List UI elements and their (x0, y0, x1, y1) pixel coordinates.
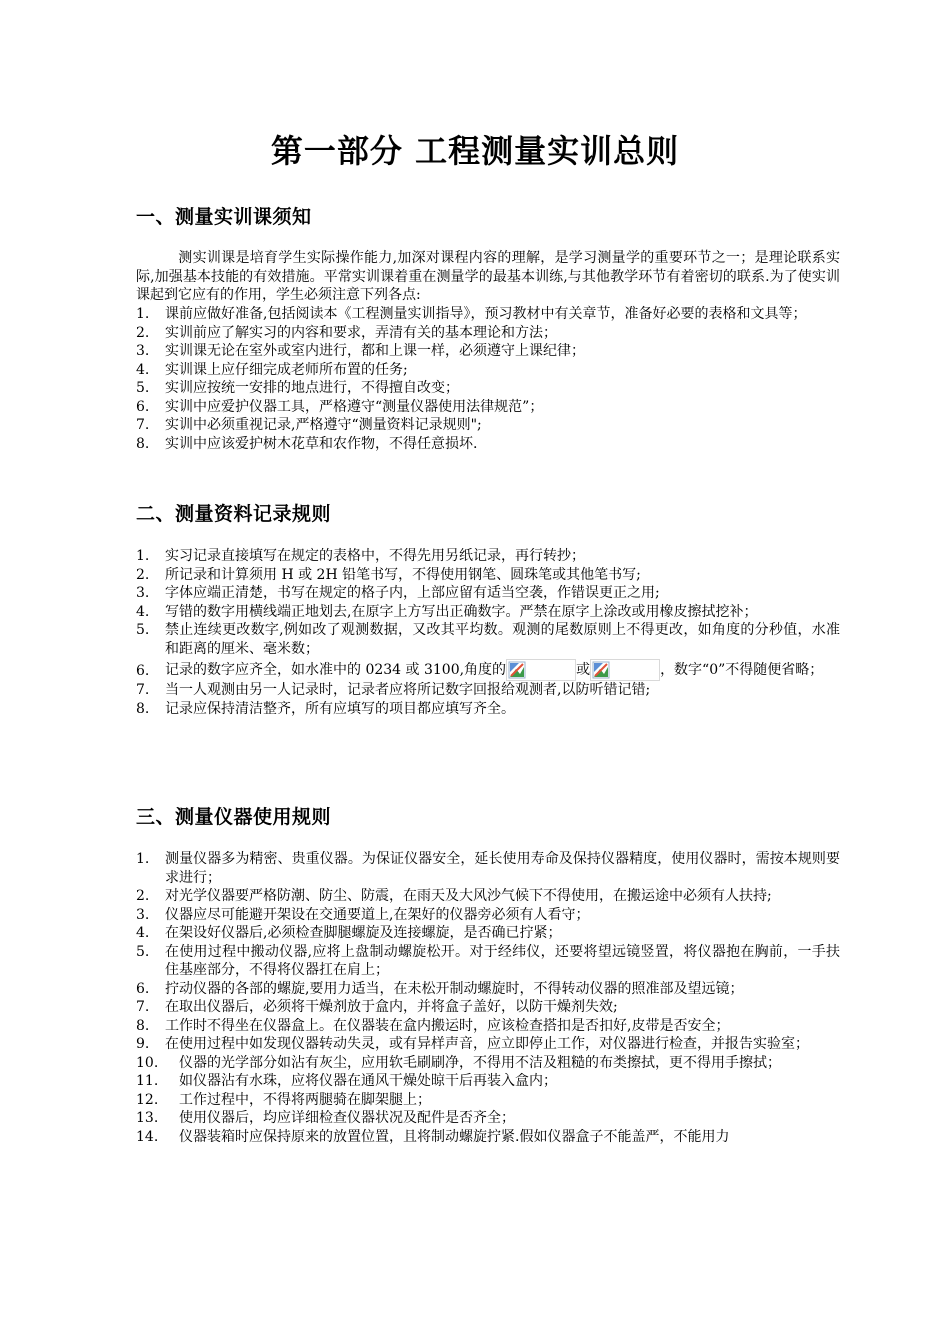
list-item (136, 416, 840, 435)
item-text: 实训中必须重视记录,严格遵守“测量资料记录规则"; (165, 417, 482, 433)
list-item (136, 924, 840, 943)
item-text: 工作时不得坐在仪器盒上。在仪器装在盒内搬运时，应该检查搭扣是否扣好,皮带是否安全； (165, 1017, 730, 1034)
item-text: 对光学仪器要严格防潮、防尘、防震，在雨天及大风沙气候下不得使用，在搬运途中必须有人扶持; (165, 888, 772, 904)
list-item (136, 305, 840, 324)
item-text: 实训课上应仔细完成老师所布置的任务; (165, 361, 408, 378)
item-text: 记录的数字应齐全，如水准中的 0234 或 3100,角度的 (165, 662, 507, 678)
list-item (136, 700, 840, 719)
item-text: 使用仪器后，均应详细检查仪器状况及配件是否齐全； (179, 1110, 515, 1126)
list-item (136, 342, 840, 361)
list-item (136, 324, 840, 343)
section1-intro (136, 249, 840, 305)
item-text: 仪器的光学部分如沾有灰尘，应用软毛刷刷净，不得用不洁及粗糙的布类擦拭，更不得用手擦拭； (179, 1054, 781, 1071)
item-text: 在使用过程中搬动仪器,应将上盘制动螺旋松开。对于经纬仪，还要将望远镜竖置，将仪器抱在胸前，一手扶住基座部分，不得将仪器扛在肩上； (165, 943, 840, 978)
item-text: 禁止连续更改数字,例如改了观测数据，又改其平均数。观测的尾数原则上不得更改，如角度的分秒值，水准和距离的厘米、毫米数； (165, 622, 840, 657)
item-text: 当一人观测由另一人记录时，记录者应将所记数字回报给观测者,以防听错记错; (165, 682, 651, 698)
item-number: 5. (136, 380, 150, 396)
item-number: 1. (136, 548, 150, 564)
item-text: 工作过程中，不得将两腿骑在脚架腿上； (179, 1091, 431, 1108)
item-text: 仪器应尽可能避开架设在交通要道上,在架好的仪器旁必须有人看守； (165, 906, 590, 923)
item-text: 课前应做好准备,包括阅读本《工程测量实训指导》，预习教材中有关章节，准备好必要的表格和文具等； (165, 306, 807, 322)
list-item (136, 1091, 840, 1110)
list-item (136, 943, 840, 980)
item-text: 在取出仪器后，必须将干燥剂放于盒内，并将盒子盖好，以防干燥剂失效; (165, 999, 618, 1015)
item-number: 7. (136, 682, 150, 698)
list-item (136, 1109, 840, 1128)
item-number: 2. (136, 888, 150, 904)
item-number: 11. (136, 1073, 159, 1089)
list-item (136, 998, 840, 1017)
item-number: 6. (136, 663, 150, 679)
section1-intro-text: 测实训课是培育学生实际操作能力,加深对课程内容的理解，是学习测量学的重要环节之一；是理论联系实际,加强基本技能的有效措施。平常实训课着重在测量学的最基本训练,与其他教学环节有着密切的联系.为了使实训课起到它应有的作用，学生必须注意下列各点: (136, 250, 840, 303)
item-text: 实训课无论在室外或室内进行，都和上课一样，必须遵守上课纪律； (165, 343, 585, 359)
item-text: 如仪器沾有水珠，应将仪器在通风干燥处晾干后再装入盒内； (179, 1073, 557, 1089)
item-number: 7. (136, 417, 150, 433)
item-text: 所记录和计算须用 H 或 2H 铅笔书写，不得使用钢笔、圆珠笔或其他笔书写; (165, 566, 641, 583)
list-item (136, 435, 840, 454)
item-number: 12. (136, 1091, 159, 1108)
item-text: 在使用过程中如发现仪器转动失灵，或有异样声音，应立即停止工作，对仪器进行检查，并报告实验室； (165, 1036, 809, 1052)
section3-list (136, 850, 840, 1146)
item-number: 2. (136, 566, 150, 583)
item-number: 3. (136, 906, 150, 923)
broken-image-icon (590, 659, 660, 681)
item-number: 4. (136, 925, 150, 941)
item-text: 在架设好仪器后,必须检查脚腿螺旋及连接螺旋，是否确已拧紧； (165, 925, 562, 941)
list-item (136, 566, 840, 585)
item-text: 实习记录直接填写在规定的表格中，不得先用另纸记录，再行转抄； (165, 548, 585, 564)
item-number: 8. (136, 1017, 150, 1034)
item-number: 4. (136, 361, 150, 378)
item-number: 5. (136, 943, 150, 960)
list-item (136, 681, 840, 700)
item-number: 6. (136, 398, 150, 415)
section3-heading: 三、测量仪器使用规则 (136, 806, 332, 828)
item-number: 9. (136, 1036, 150, 1052)
list-item (136, 1072, 840, 1091)
section2-heading: 二、测量资料记录规则 (136, 503, 332, 525)
item-number: 8. (136, 700, 150, 717)
item-text: 测量仪器多为精密、贵重仪器。为保证仪器安全，延长使用寿命及保持仪器精度，使用仪器时，需按本规则要求进行； (165, 851, 840, 886)
list-item (136, 584, 840, 603)
section1-list (136, 305, 840, 453)
item-number: 6. (136, 980, 150, 997)
item-text: 记录应保持清洁整齐，所有应填写的项目都应填写齐全。 (165, 700, 515, 717)
list-item (136, 547, 840, 566)
list-item (136, 906, 840, 925)
item-number: 3. (136, 585, 150, 601)
item-number: 4. (136, 603, 150, 620)
item-number: 5. (136, 622, 150, 638)
list-item (136, 1054, 840, 1073)
list-item (136, 850, 840, 887)
item-text: 字体应端正清楚，书写在规定的格子内，上部应留有适当空袭，作错误更正之用; (165, 585, 660, 601)
page-title: 第一部分 工程测量实训总则 (270, 132, 680, 170)
item-text: 写错的数字用横线端正地划去,在原字上方写出正确数字。严禁在原字上涂改或用橡皮擦拭挖补； (165, 603, 758, 620)
list-item (136, 658, 840, 681)
item-number: 7. (136, 999, 150, 1015)
list-item (136, 379, 840, 398)
item-number: 8. (136, 435, 150, 452)
item-number: 10. (136, 1054, 159, 1071)
list-item (136, 1017, 840, 1036)
section1-heading: 一、测量实训课须知 (136, 206, 312, 228)
list-item (136, 621, 840, 658)
item-number: 3. (136, 343, 150, 359)
item-text: 实训应按统一安排的地点进行，不得擅自改变； (165, 380, 459, 396)
item-text: 拧动仪器的各部的螺旋,要用力适当，在未松开制动螺旋时，不得转动仪器的照准部及望远镜； (165, 980, 744, 997)
item-number: 1. (136, 851, 150, 867)
list-item (136, 398, 840, 417)
item-text: ，数字“0”不得随便省略； (660, 662, 824, 678)
list-item (136, 1128, 840, 1147)
item-number: 14. (136, 1128, 159, 1145)
item-text: 仪器装箱时应保持原来的放置位置，且将制动螺旋拧紧.假如仪器盒子不能盖严，不能用力 (179, 1128, 730, 1145)
item-text: 或 (576, 662, 591, 678)
item-number: 13. (136, 1110, 159, 1126)
list-item (136, 361, 840, 380)
list-item (136, 887, 840, 906)
list-item (136, 1035, 840, 1054)
broken-image-icon (506, 659, 576, 681)
item-number: 2. (136, 324, 150, 341)
list-item (136, 980, 840, 999)
section2-list (136, 547, 840, 718)
item-text: 实训中应爱护仪器工具，严格遵守“测量仪器使用法律规范”； (165, 398, 544, 415)
item-number: 1. (136, 306, 150, 322)
item-text: 实训前应了解实习的内容和要求，弄清有关的基本理论和方法； (165, 324, 557, 341)
list-item (136, 603, 840, 622)
item-text: 实训中应该爱护树木花草和农作物，不得任意损坏. (165, 435, 478, 452)
